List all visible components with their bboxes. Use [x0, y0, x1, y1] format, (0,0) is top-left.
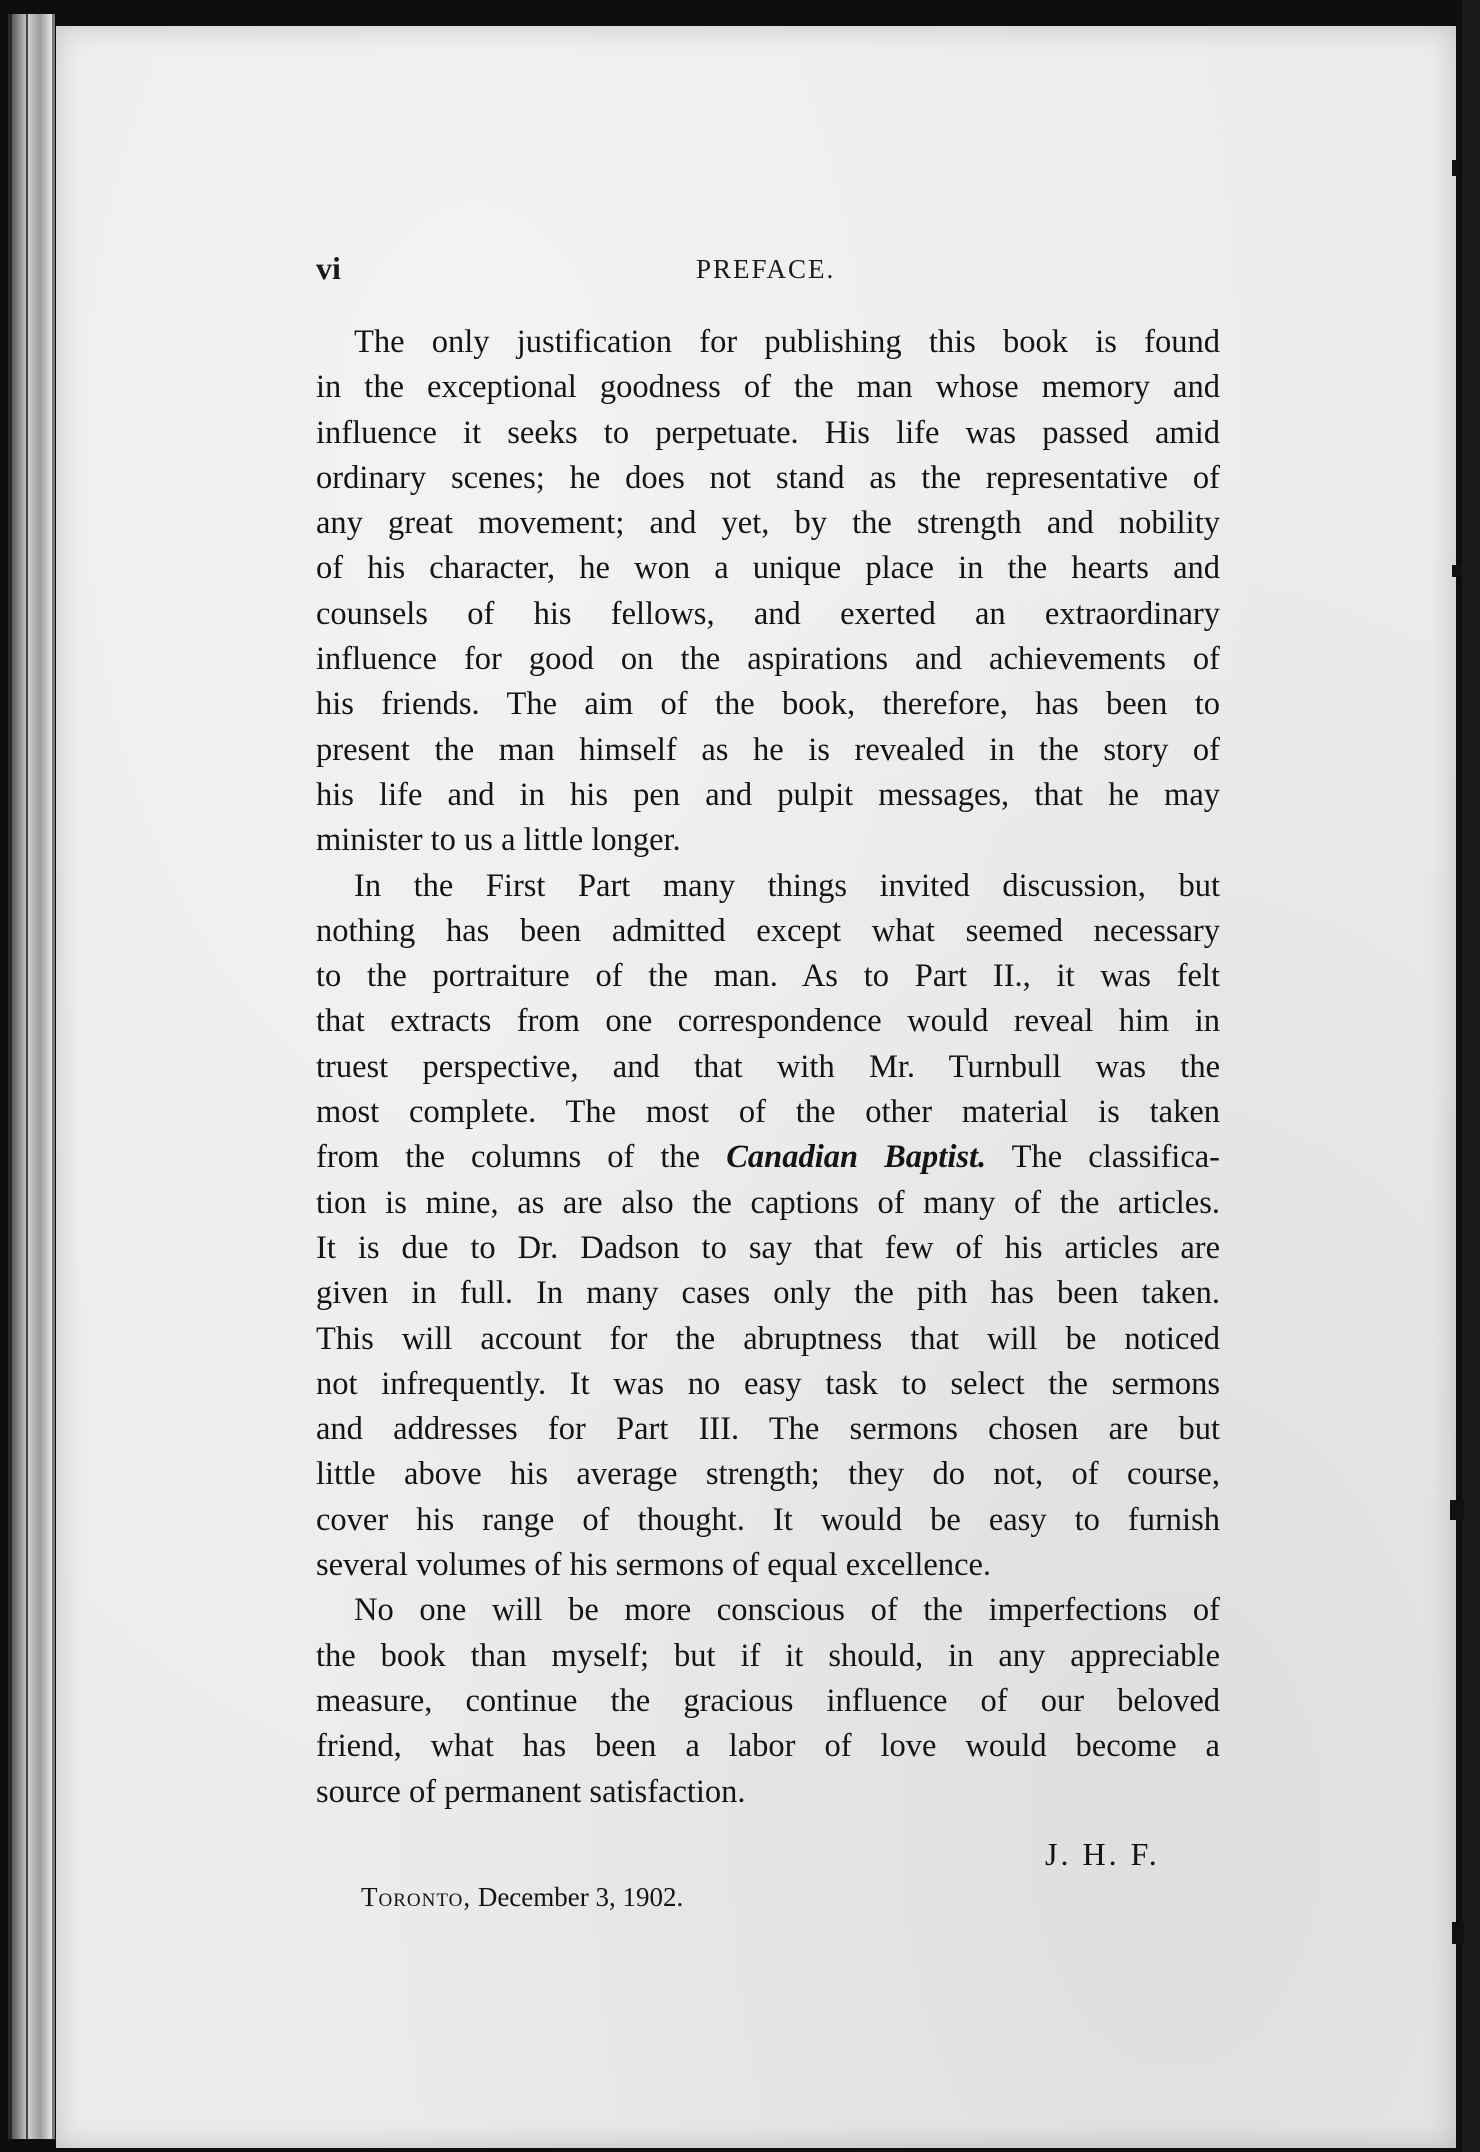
- scan-border: [1462, 0, 1480, 2152]
- text-line: not infrequently. It was no easy task to select the sermons: [316, 1365, 1220, 1402]
- text-line: In the First Part many things invited discussion, but: [354, 867, 1220, 904]
- text-line-with-italic: [316, 1135, 1220, 1180]
- text-line: given in full. In many cases only the pith has been taken.: [316, 1275, 1220, 1312]
- text-line: of his character, he won a unique place in the hearts and: [316, 550, 1220, 587]
- text-line: influence it seeks to perpetuate. His life was passed amid: [316, 414, 1220, 451]
- text-line: It is due to Dr. Dadson to say that few of his articles are: [316, 1229, 1220, 1266]
- speck-mark: [1452, 565, 1462, 577]
- text-line: source of permanent satisfaction.: [316, 1773, 746, 1810]
- text-line: in the exceptional goodness of the man whose memory and: [316, 369, 1220, 406]
- text-line: several volumes of his sermons of equal excellence.: [316, 1547, 992, 1584]
- speck-mark: [1450, 1500, 1464, 1520]
- text-line: to the portraiture of the man. As to Part II., it was felt: [316, 958, 1220, 995]
- text-line: his friends. The aim of the book, therefore, has been to: [316, 686, 1220, 723]
- running-head: PREFACE.: [696, 254, 836, 284]
- text-line: present the man himself as he is revealed in the story of: [316, 731, 1220, 768]
- text-line: little above his average strength; they do not, of course,: [316, 1456, 1220, 1493]
- text-segment: from the columns of the: [316, 1139, 727, 1176]
- text-line: tion is mine, as are also the captions of many of the articles.: [316, 1184, 1220, 1221]
- text-line: most complete. The most of the other material is taken: [316, 1094, 1220, 1131]
- speck-mark: [1452, 1922, 1464, 1944]
- text-line: No one will be more conscious of the imperfections of: [354, 1592, 1220, 1629]
- text-line: counsels of his fellows, and exerted an extraordinary: [316, 595, 1220, 632]
- dateline-date: December 3, 1902.: [471, 1882, 684, 1912]
- text-line: This will account for the abruptness that will be noticed: [316, 1320, 1220, 1357]
- preface-text: [316, 320, 1220, 1815]
- text-line: The only justification for publishing this book is found: [354, 324, 1220, 360]
- text-line: cover his range of thought. It would be easy to furnish: [316, 1501, 1220, 1538]
- book-spine-edge: [8, 14, 55, 2139]
- page-header: [316, 250, 1216, 290]
- text-line: friend, what has been a labor of love would become a: [316, 1728, 1220, 1765]
- text-line: truest perspective, and that with Mr. Turnbull was the: [316, 1048, 1220, 1085]
- text-line: that extracts from one correspondence would reveal him in: [316, 1003, 1220, 1040]
- speck-mark: [1452, 160, 1460, 176]
- text-line: ordinary scenes; he does not stand as the representative of: [316, 459, 1220, 496]
- text-line: and addresses for Part III. The sermons chosen are but: [316, 1411, 1220, 1448]
- text-line: the book than myself; but if it should, in any appreciable: [316, 1637, 1220, 1674]
- text-line: minister to us a little longer.: [316, 822, 681, 859]
- dateline: [361, 1882, 683, 1913]
- italic-title: Canadian Baptist.: [726, 1139, 987, 1176]
- page-number: vi: [316, 250, 341, 286]
- dateline-place: Toronto,: [361, 1882, 472, 1912]
- author-initials: J. H. F.: [1045, 1836, 1160, 1872]
- text-segment: The classifica-: [986, 1139, 1220, 1176]
- text-line: any great movement; and yet, by the strength and nobility: [316, 505, 1220, 542]
- text-line: nothing has been admitted except what seemed necessary: [316, 912, 1220, 949]
- text-line: measure, continue the gracious influence of our beloved: [316, 1682, 1220, 1719]
- text-line: influence for good on the aspirations and achievements of: [316, 641, 1220, 678]
- text-line: his life and in his pen and pulpit messages, that he may: [316, 776, 1220, 813]
